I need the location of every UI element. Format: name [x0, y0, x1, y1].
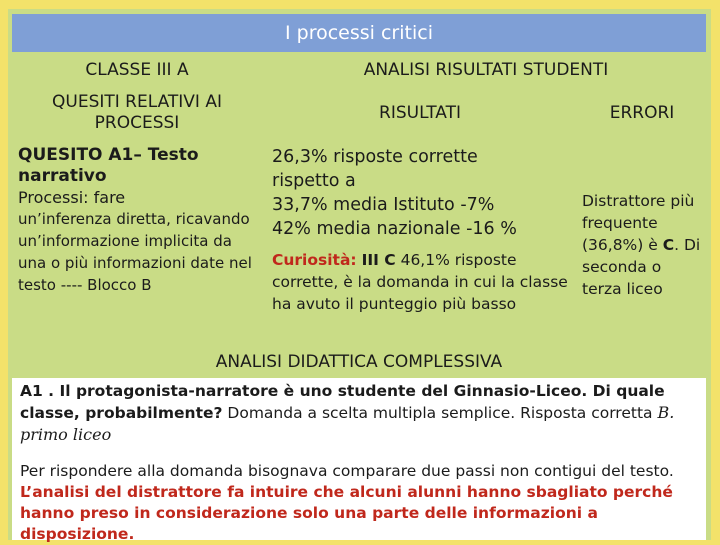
- results-header-cell: [266, 87, 574, 139]
- didactic-heading: ANALISI DIDATTICA COMPLESSIVA: [215, 352, 503, 372]
- curiosity-text: 46,1% risposte corrette, è la domanda in cui la classe ha avuto il punteggio più basso: [272, 251, 568, 313]
- didactic-paragraph-plain: Per rispondere alla domanda bisognava comparare due passi non contigui del testo.: [20, 462, 674, 480]
- curiosity-label: Curiosità:: [272, 251, 357, 269]
- didactic-question: [20, 381, 698, 446]
- analysis-header-cell: [266, 55, 706, 85]
- didactic-paragraph: [20, 461, 698, 545]
- questions-header: QUESITI RELATIVI AI PROCESSI: [52, 92, 222, 133]
- didactic-question-bold: A1 . Il protagonista-narratore è uno studente del Ginnasio-Liceo. Di quale classe, probabilmente?: [20, 382, 665, 422]
- question-description: un’inferenza diretta, ricavando un’informazione implicita da una o più informazioni date nel testo ---- Blocco B: [18, 210, 252, 294]
- processes-label: Processi:: [18, 188, 89, 207]
- question-processes: [18, 187, 256, 208]
- question-title: QUESITO A1– Testo narrativo: [18, 145, 199, 186]
- results-cell: [266, 141, 574, 349]
- results-line-1: 26,3% risposte corrette: [272, 147, 478, 167]
- didactic-heading-cell: [12, 349, 706, 376]
- page-title: I processi critici: [12, 14, 706, 52]
- class-label: CLASSE III A: [85, 59, 189, 80]
- errors-text-after: . Di seconda o terza liceo: [582, 236, 701, 298]
- results-line-3: 33,7% media Istituto -7%: [272, 195, 495, 215]
- didactic-paragraph-red: L’analisi del distrattore fa intuire che alcuni alunni hanno sbagliato perché hanno preso in considerazione solo una parte delle informazioni a disposizione.: [20, 483, 673, 543]
- analysis-header: ANALISI RISULTATI STUDENTI: [363, 59, 609, 80]
- errors-header: ERRORI: [609, 102, 675, 123]
- errors-text-before: Distrattore più frequente (36,8%) è: [582, 192, 695, 254]
- question-cell: [12, 141, 262, 349]
- processes-value: fare: [93, 188, 126, 207]
- errors-cell: [578, 141, 706, 349]
- results-line-4: 42% media nazionale -16 %: [272, 219, 517, 239]
- errors-text: [582, 190, 702, 300]
- errors-letter: C: [662, 236, 675, 254]
- curiosity-class: III C: [361, 251, 396, 269]
- class-label-cell: [12, 55, 262, 85]
- results-line-2: rispetto a: [272, 171, 356, 191]
- didactic-answer: B. primo liceo: [20, 403, 675, 444]
- curiosity-note: [272, 249, 568, 315]
- didactic-analysis-block: [12, 378, 706, 543]
- didactic-question-rest: Domanda a scelta multipla semplice. Risposta corretta: [222, 404, 658, 422]
- results-header: RISULTATI: [379, 102, 461, 123]
- questions-header-cell: [12, 87, 262, 139]
- errors-header-cell: [578, 87, 706, 139]
